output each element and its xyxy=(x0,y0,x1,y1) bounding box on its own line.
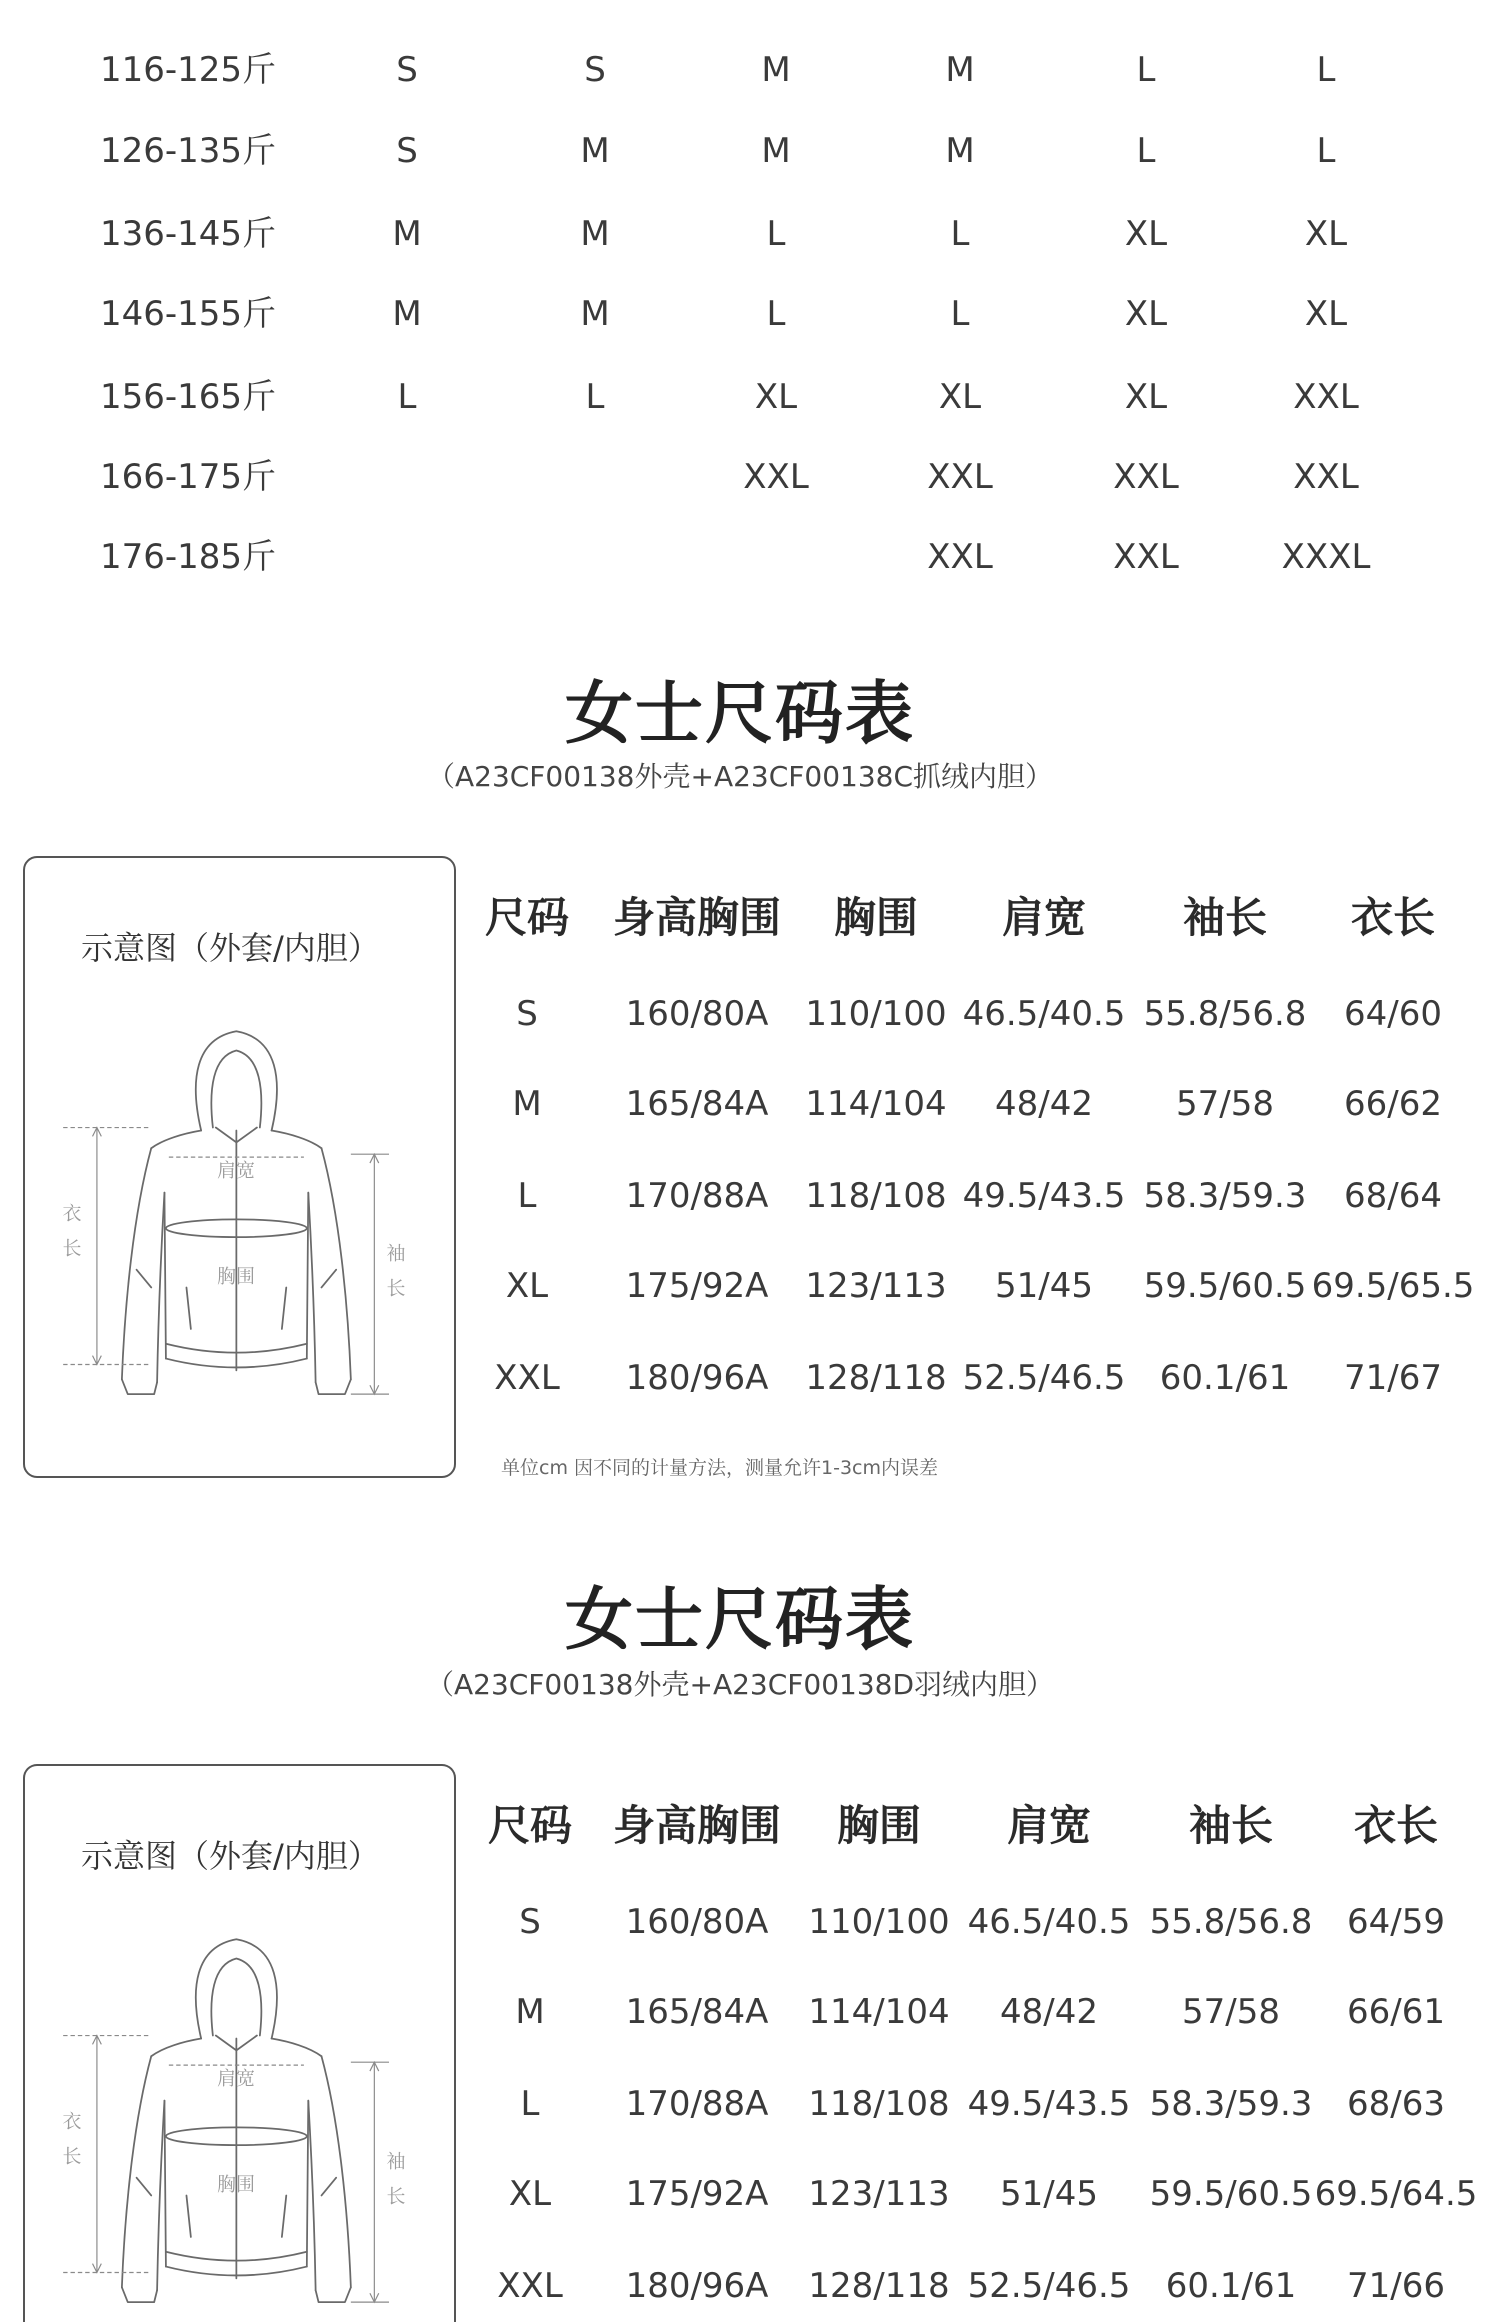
table-cell: 114/104 xyxy=(808,1992,950,2032)
table-cell: 175/92A xyxy=(625,2174,769,2214)
table-cell: 57/58 xyxy=(1182,1992,1280,2032)
size-cell: XXL xyxy=(1113,457,1179,497)
weight-row xyxy=(0,455,1500,499)
table-cell: 160/80A xyxy=(625,1902,769,1942)
table-cell: 160/80A xyxy=(625,994,769,1034)
table-cell: 118/108 xyxy=(805,1176,947,1216)
table-cell: 71/67 xyxy=(1344,1358,1442,1398)
table-cell: 170/88A xyxy=(625,1176,769,1216)
table-cell: 165/84A xyxy=(625,1084,769,1124)
chest-label: 胸围 xyxy=(216,2173,256,2196)
header-size: 尺码 xyxy=(484,893,569,942)
table-cell: 66/61 xyxy=(1347,1992,1445,2032)
size-cell: S xyxy=(396,131,418,171)
header-sleeve: 袖长 xyxy=(1188,1801,1273,1850)
chest-label: 胸围 xyxy=(216,1265,256,1288)
size-cell: XL xyxy=(1304,214,1348,254)
size-cell: XXL xyxy=(927,457,993,497)
size-cell: S xyxy=(396,50,418,90)
table-cell: 170/88A xyxy=(625,2084,769,2124)
table-cell: 60.1/61 xyxy=(1159,1358,1291,1398)
header-height-chest: 身高胸围 xyxy=(612,893,781,942)
table-cell: 165/84A xyxy=(625,1992,769,2032)
shoulder-label: 肩宽 xyxy=(216,2067,256,2090)
weight-row xyxy=(0,48,1500,92)
table-cell: 175/92A xyxy=(625,1266,769,1306)
table-cell: 49.5/43.5 xyxy=(962,1176,1126,1216)
table-cell: 71/66 xyxy=(1347,2266,1445,2306)
table-cell: 118/108 xyxy=(808,2084,950,2124)
table-cell: 66/62 xyxy=(1344,1084,1442,1124)
weight-range: 176-185斤 xyxy=(100,537,277,577)
table-cell: 69.5/65.5 xyxy=(1311,1266,1475,1306)
header-height-chest: 身高胸围 xyxy=(612,1801,781,1850)
diagram-caption: 示意图（外套/内胆） xyxy=(81,1837,380,1875)
size-cell: L xyxy=(766,214,786,254)
table-cell: 69.5/64.5 xyxy=(1314,2174,1478,2214)
size-cell: L xyxy=(766,294,786,334)
size-cell: XXL xyxy=(927,537,993,577)
table-cell: 60.1/61 xyxy=(1165,2266,1297,2306)
size-cell: XXL xyxy=(1293,377,1359,417)
diagram-box xyxy=(23,856,456,1478)
weight-row xyxy=(0,375,1500,419)
table-cell: 114/104 xyxy=(805,1084,947,1124)
table-cell: 58.3/59.3 xyxy=(1143,1176,1307,1216)
size-cell: M xyxy=(392,294,422,334)
table-cell: S xyxy=(519,1902,541,1942)
diagram-box xyxy=(23,1764,456,2322)
table-cell: XL xyxy=(508,2174,552,2214)
weight-range: 156-165斤 xyxy=(100,377,277,417)
header-shoulder: 肩宽 xyxy=(1006,1801,1091,1850)
table-cell: 128/118 xyxy=(805,1358,947,1398)
table-cell: 123/113 xyxy=(808,2174,950,2214)
size-cell: XL xyxy=(1124,294,1168,334)
table-cell: 49.5/43.5 xyxy=(967,2084,1131,2124)
measurement-note: 单位cm 因不同的计量方法，测量允许1-3cm内误差 xyxy=(501,1457,938,1479)
table-cell: 68/63 xyxy=(1347,2084,1445,2124)
header-sleeve: 袖长 xyxy=(1182,893,1267,942)
header-shoulder: 肩宽 xyxy=(1001,893,1086,942)
header-length: 衣长 xyxy=(1350,893,1435,942)
table-cell: 123/113 xyxy=(805,1266,947,1306)
table-cell: 48/42 xyxy=(995,1084,1093,1124)
weight-range: 126-135斤 xyxy=(100,131,277,171)
table-cell: 110/100 xyxy=(808,1902,950,1942)
section-subtitle: （A23CF00138外壳+A23CF00138D羽绒内胆） xyxy=(425,1668,1055,1701)
size-cell: XXL xyxy=(1113,537,1179,577)
shoulder-label: 肩宽 xyxy=(216,1159,256,1182)
table-cell: 52.5/46.5 xyxy=(962,1358,1126,1398)
size-cell: M xyxy=(945,131,975,171)
weight-row xyxy=(0,129,1500,173)
size-cell: L xyxy=(1316,50,1336,90)
table-cell: 46.5/40.5 xyxy=(967,1902,1131,1942)
table-cell: 64/59 xyxy=(1347,1902,1445,1942)
table-cell: XXL xyxy=(497,2266,563,2306)
table-cell: 52.5/46.5 xyxy=(967,2266,1131,2306)
size-cell: L xyxy=(397,377,417,417)
sleeve-label: 袖长 xyxy=(383,2151,406,2221)
size-cell: XL xyxy=(1304,294,1348,334)
size-cell: L xyxy=(1136,50,1156,90)
table-cell: 46.5/40.5 xyxy=(962,994,1126,1034)
table-cell: 58.3/59.3 xyxy=(1149,2084,1313,2124)
table-cell: L xyxy=(517,1176,537,1216)
table-cell: 68/64 xyxy=(1344,1176,1442,1216)
table-cell: 180/96A xyxy=(625,2266,769,2306)
table-cell: M xyxy=(512,1084,542,1124)
weight-range: 116-125斤 xyxy=(100,50,277,90)
table-cell: 57/58 xyxy=(1176,1084,1274,1124)
weight-range: 136-145斤 xyxy=(100,214,277,254)
weight-range: 146-155斤 xyxy=(100,294,277,334)
table-cell: M xyxy=(515,1992,545,2032)
section-title: 女士尺码表 xyxy=(564,675,915,754)
length-label: 衣长 xyxy=(59,1203,82,1273)
size-cell: XL xyxy=(938,377,982,417)
size-cell: S xyxy=(584,50,606,90)
table-cell: 128/118 xyxy=(808,2266,950,2306)
size-cell: M xyxy=(580,294,610,334)
section-title: 女士尺码表 xyxy=(564,1581,915,1660)
size-cell: L xyxy=(585,377,605,417)
size-cell: M xyxy=(761,50,791,90)
header-size: 尺码 xyxy=(487,1801,572,1850)
section-subtitle: （A23CF00138外壳+A23CF00138C抓绒内胆） xyxy=(426,760,1054,793)
table-cell: 59.5/60.5 xyxy=(1143,1266,1307,1306)
size-cell: L xyxy=(950,214,970,254)
size-cell: XXL xyxy=(1293,457,1359,497)
size-cell: L xyxy=(950,294,970,334)
header-chest: 胸围 xyxy=(836,1801,921,1850)
table-cell: 55.8/56.8 xyxy=(1149,1902,1313,1942)
table-cell: XXL xyxy=(494,1358,560,1398)
size-cell: M xyxy=(580,214,610,254)
weight-range: 166-175斤 xyxy=(100,457,277,497)
size-cell: M xyxy=(392,214,422,254)
table-cell: 64/60 xyxy=(1344,994,1442,1034)
weight-row xyxy=(0,212,1500,256)
table-cell: S xyxy=(516,994,538,1034)
table-cell: 51/45 xyxy=(995,1266,1093,1306)
table-cell: 59.5/60.5 xyxy=(1149,2174,1313,2214)
table-cell: 48/42 xyxy=(1000,1992,1098,2032)
size-cell: M xyxy=(945,50,975,90)
sleeve-label: 袖长 xyxy=(383,1243,406,1313)
size-cell: M xyxy=(761,131,791,171)
table-cell: L xyxy=(520,2084,540,2124)
size-cell: L xyxy=(1136,131,1156,171)
size-cell: XL xyxy=(754,377,798,417)
size-cell: XL xyxy=(1124,214,1168,254)
header-length: 衣长 xyxy=(1353,1801,1438,1850)
header-chest: 胸围 xyxy=(833,893,918,942)
size-cell: XL xyxy=(1124,377,1168,417)
weight-row xyxy=(0,535,1500,579)
jacket-diagram-icon xyxy=(25,1766,456,2322)
table-cell: 180/96A xyxy=(625,1358,769,1398)
table-cell: XL xyxy=(505,1266,549,1306)
weight-row xyxy=(0,292,1500,336)
table-cell: 55.8/56.8 xyxy=(1143,994,1307,1034)
size-cell: XXXL xyxy=(1281,537,1371,577)
size-cell: L xyxy=(1316,131,1336,171)
size-cell: XXL xyxy=(743,457,809,497)
diagram-caption: 示意图（外套/内胆） xyxy=(81,929,380,967)
table-cell: 51/45 xyxy=(1000,2174,1098,2214)
table-cell: 110/100 xyxy=(805,994,947,1034)
size-cell: M xyxy=(580,131,610,171)
length-label: 衣长 xyxy=(59,2111,82,2181)
